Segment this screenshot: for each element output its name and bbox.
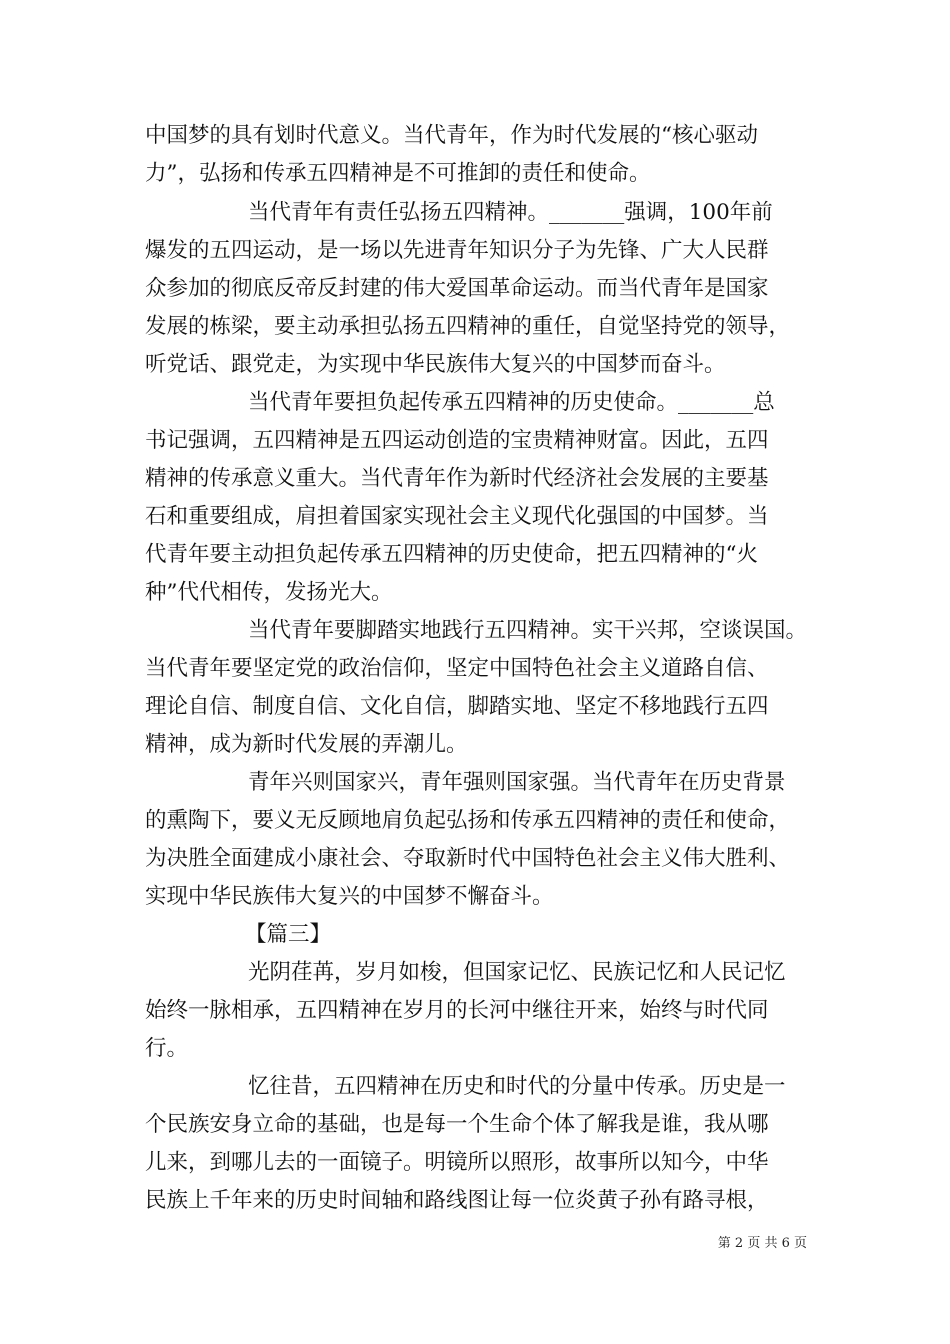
text-line: 个民族安身立命的基础，也是每一个生命个体了解我是谁，我从哪	[145, 1112, 769, 1137]
text-line: 当代青年要脚踏实地践行五四精神。实干兴邦，空谈误国。	[248, 618, 808, 643]
text-line: 当代青年要坚定党的政治信仰，坚定中国特色社会主义道路自信、	[145, 656, 769, 681]
text-line: 爆发的五四运动，是一场以先进青年知识分子为先锋、广大人民群	[145, 238, 769, 263]
text-line: 民族上千年来的历史时间轴和路线图让每一位炎黄子孙有路寻根，	[145, 1188, 769, 1213]
text-line: 光阴荏苒，岁月如梭，但国家记忆、民族记忆和人民记忆	[248, 960, 786, 985]
text-line: 的熏陶下，要义无反顾地肩负起弘扬和传承五四精神的责任和使命，	[145, 808, 791, 833]
text-line: 精神，成为新时代发展的弄潮儿。	[145, 732, 468, 757]
text-line: 理论自信、制度自信、文化自信，脚踏实地、坚定不移地践行五四	[145, 694, 769, 719]
text-line: 忆往昔，五四精神在历史和时代的分量中传承。历史是一	[248, 1074, 786, 1099]
page-number-footer: 第 2 页 共 6 页	[717, 1236, 807, 1251]
text-line: 书记强调，五四精神是五四运动创造的宝贵精神财富。因此，五四	[145, 428, 769, 453]
text-line: 当代青年有责任弘扬五四精神。_______强调，100年前	[248, 200, 773, 225]
section-heading: 【篇三】	[245, 922, 332, 947]
text-line: 听党话、跟党走，为实现中华民族伟大复兴的中国梦而奋斗。	[145, 352, 726, 377]
text-line: 力”，弘扬和传承五四精神是不可推卸的责任和使命。	[145, 161, 651, 186]
text-line: 发展的栋梁，要主动承担弘扬五四精神的重任，自觉坚持党的领导，	[145, 314, 791, 339]
text-line: 众参加的彻底反帝反封建的伟大爱国革命运动。而当代青年是国家	[145, 276, 769, 301]
text-line: 代青年要主动担负起传承五四精神的历史使命，把五四精神的“火	[145, 542, 758, 567]
text-line: 始终一脉相承，五四精神在岁月的长河中继往开来，始终与时代同	[145, 998, 769, 1023]
text-line: 实现中华民族伟大复兴的中国梦不懈奋斗。	[145, 884, 554, 909]
text-line: 行。	[145, 1036, 189, 1061]
text-line: 种”代代相传，发扬光大。	[145, 580, 393, 605]
text-line: 青年兴则国家兴，青年强则国家强。当代青年在历史背景	[248, 770, 786, 795]
text-line: 精神的传承意义重大。当代青年作为新时代经济社会发展的主要基	[145, 466, 769, 491]
text-line: 为决胜全面建成小康社会、夺取新时代中国特色社会主义伟大胜利、	[145, 846, 791, 871]
text-line: 中国梦的具有划时代意义。当代青年，作为时代发展的“核心驱动	[145, 123, 758, 148]
text-line: 石和重要组成，肩担着国家实现社会主义现代化强国的中国梦。当	[145, 504, 769, 529]
text-line: 当代青年要担负起传承五四精神的历史使命。_______总	[248, 390, 775, 415]
text-line: 儿来，到哪儿去的一面镜子。明镜所以照形，故事所以知今，中华	[145, 1150, 769, 1175]
